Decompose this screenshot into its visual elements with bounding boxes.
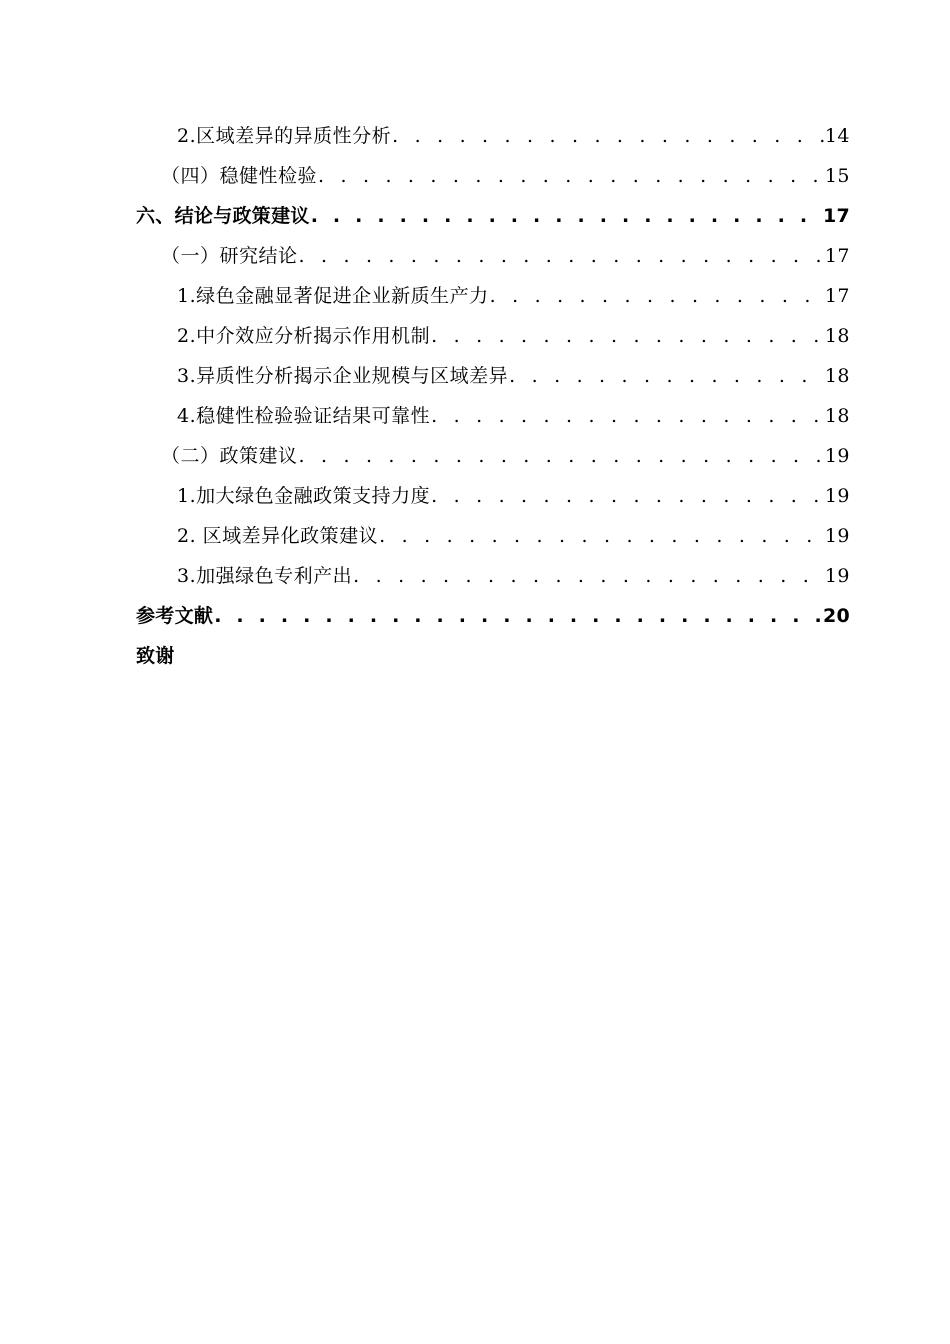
toc-dot-leader — [311, 196, 822, 236]
toc-entry[interactable] — [136, 316, 850, 356]
toc-entry-page: 19 — [824, 565, 850, 587]
toc-entry-title: （四）稳健性检验 — [161, 165, 318, 187]
toc-entry-page: 17 — [822, 205, 850, 227]
toc-entry-title: 4.稳健性检验验证结果可靠性 — [177, 405, 431, 427]
toc-entry-title: 1.绿色金融显著促进企业新质生产力 — [177, 285, 489, 307]
toc-entry-page: 15 — [824, 165, 850, 187]
toc-entry-title: 2. 区域差异化政策建议 — [177, 525, 379, 547]
toc-dot-leader — [299, 436, 824, 476]
toc-entry[interactable] — [136, 396, 850, 436]
toc-entry-title: 2.区域差异的异质性分析 — [177, 125, 392, 147]
table-of-contents — [136, 116, 850, 676]
toc-entry-title: 2.中介效应分析揭示作用机制 — [177, 325, 431, 347]
toc-entry[interactable] — [136, 276, 850, 316]
toc-entry[interactable] — [136, 476, 850, 516]
toc-entry-title: 3.加强绿色专利产出 — [177, 565, 353, 587]
toc-dot-leader — [490, 276, 824, 316]
toc-entry[interactable] — [136, 436, 850, 476]
toc-dot-leader — [353, 556, 824, 596]
toc-entry-page: 18 — [824, 405, 850, 427]
toc-entry-page: 20 — [822, 605, 850, 627]
toc-entry-page: 19 — [824, 485, 850, 507]
toc-entry-page: 18 — [824, 325, 850, 347]
toc-entry-page: 17 — [824, 245, 850, 267]
toc-entry-title: 六、结论与政策建议 — [136, 205, 310, 227]
toc-dot-leader — [431, 316, 824, 356]
toc-entry-page: 17 — [824, 285, 850, 307]
toc-entry[interactable] — [136, 636, 850, 676]
toc-entry-title: （一）研究结论 — [161, 245, 298, 267]
toc-entry[interactable] — [136, 116, 850, 156]
toc-entry[interactable] — [136, 156, 850, 196]
toc-dot-leader — [431, 476, 824, 516]
toc-entry-title: 参考文献 — [136, 605, 214, 627]
toc-dot-leader — [431, 396, 824, 436]
toc-entry[interactable] — [136, 236, 850, 276]
toc-dot-leader — [509, 356, 824, 396]
toc-entry[interactable] — [136, 516, 850, 556]
toc-dot-leader — [318, 156, 824, 196]
toc-entry-title: 致谢 — [136, 645, 175, 667]
toc-entry-page: 19 — [824, 445, 850, 467]
toc-entry[interactable] — [136, 356, 850, 396]
toc-entry[interactable] — [136, 596, 850, 636]
toc-entry[interactable] — [136, 556, 850, 596]
toc-entry-title: （二）政策建议 — [161, 445, 298, 467]
toc-entry-page: 14 — [824, 125, 850, 147]
toc-entry-title: 3.异质性分析揭示企业规模与区域差异 — [177, 365, 509, 387]
toc-entry-page: 18 — [824, 365, 850, 387]
toc-dot-leader — [214, 596, 822, 636]
toc-entry[interactable] — [136, 196, 850, 236]
toc-dot-leader — [299, 236, 824, 276]
toc-entry-page: 19 — [824, 525, 850, 547]
toc-dot-leader — [392, 116, 824, 156]
toc-dot-leader — [379, 516, 824, 556]
toc-entry-title: 1.加大绿色金融政策支持力度 — [177, 485, 431, 507]
